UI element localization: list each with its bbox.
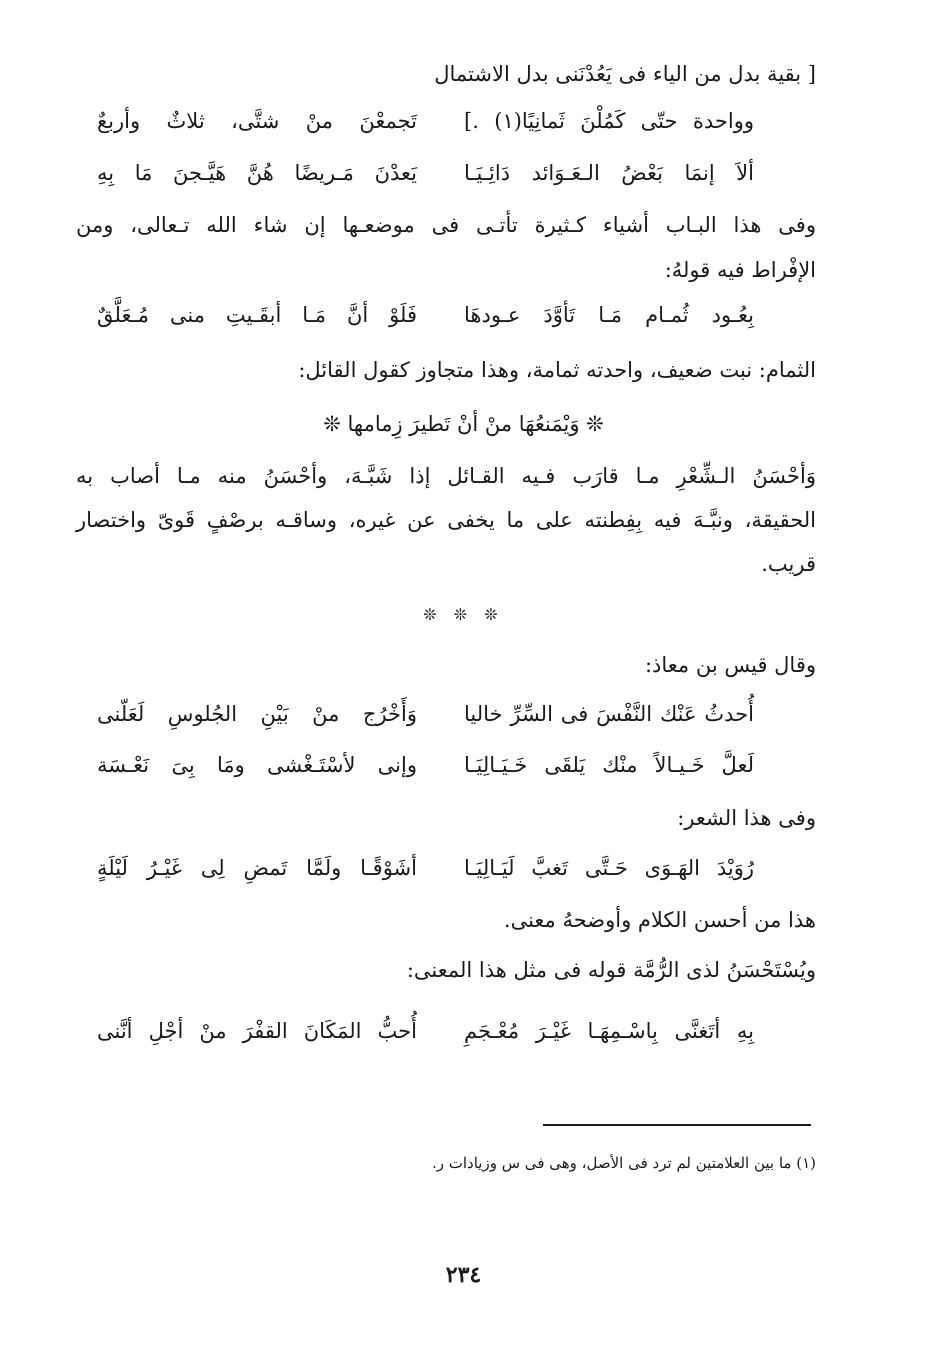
paragraph-line: وفى هذا الشعر: [677,806,816,830]
paragraph-line: ويُسْتَحْسَنُ لذى الرُّمَّة قوله فى مثل هذا المعنى: [406,958,816,982]
paragraph-line: وفى هذا البـاب أشياء كـثيرة تأتـى فى موضعـها إن شاء الله تـعالى، ومن [76,213,816,237]
verse-5-first-hemistich: وإنى لأسْتَـغْشى ومَا بِىَ نَعْـسَة [97,753,417,777]
verse-2-first-hemistich: يَعدْنَ مَـريضًا هُنَّ هَيَّـجنَ مَا بِهِ [97,161,417,185]
verse-6-first-hemistich: أشَوْقًـا ولَمَّا تَمضِ لِى غَيْـرُ لَيْلَةٍ [97,856,417,880]
verse-7-first-hemistich: أُحبُّ المَكَانَ القفْرَ منْ أجْلِ أنَّنى [97,1019,417,1043]
footnote-divider [543,1124,811,1126]
section-separator: ❊ ❊ ❊ [423,605,504,624]
verse-2-second-hemistich: ألاَ إنمَا بَعْضُ الـعَـوَائد دَائِـيَـا [464,161,754,185]
quoted-hemistich: ❊ وَيْمَنعُهَا منْ أنْ تَطيرَ زِمامها ❊ [323,412,604,436]
paragraph-line: الحقيقة، ونبَّـهَ فيه بِفِطنته على ما يخفى عن غيره، وساقـه برصْفٍ قَوىّ واختصار [76,508,816,532]
paragraph-line: الإفْراط فيه قولهُ: [664,258,816,282]
verse-1-first-hemistich: تَجمعْنَ منْ شتَّى، ثلاثٌ وأربعٌ [97,109,417,133]
verse-5-second-hemistich: لَعلَّ خَـيـالاً منْك يَلقَى خَـيَـالِيَـا [464,753,754,777]
paragraph-line: وقال قيس بن معاذ: [644,653,816,677]
footnote: (١) ما بين العلامتين لم ترد فى الأصل، وهى فى س وزيادات ر. [431,1154,816,1172]
verse-3-second-hemistich: بِعُـود ثُمـام مَـا تَأوَّدَ عـودهَا [464,303,754,327]
verse-7-second-hemistich: بِهِ أتَغنَّى بِاسْـمِهَـا غَيْـرَ مُعْـجَمِ [464,1019,754,1043]
paragraph-line: الثمام: نبت ضعيف، واحدته ثمامة، وهذا متجاوز كقول القائل: [298,358,816,382]
verse-4-second-hemistich: أُحدثُ عَنْك النَّفْسَ فى السِّرِّ خاليا [464,702,754,726]
paragraph-line: قريب. [761,552,816,576]
bracket-note: [ بقية بدل من الياء فى يَعُدْنَنى بدل الاشتمال [434,62,816,86]
verse-4-first-hemistich: وَأَخْرُج منْ بَيْنِ الجُلوسِ لَعَلّنى [97,702,417,726]
paragraph-line: وَأحْسَنُ الـشِّعْرِ مـا قارَب فـيه القـائل إذا شَبَّـهَ، وأحْسَنُ منه مـا أصاب به [76,464,816,488]
verse-1-second-hemistich: وواحدة حتّى كَمُلْنَ ثَمانِيًا(١) .] [464,109,754,133]
paragraph-line: هذا من أحسن الكلام وأوضحهُ معنى. [503,908,816,932]
verse-6-second-hemistich: رُوَيْدَ الهَـوَى حَـتَّى تَغبَّ لَيَـالِيَـا [464,856,754,880]
verse-3-first-hemistich: فَلَوْ أنَّ مَـا أبقَـيتِ منى مُـعَلَّقٌ [97,303,417,327]
page-number: ٢٣٤ [445,1262,482,1288]
